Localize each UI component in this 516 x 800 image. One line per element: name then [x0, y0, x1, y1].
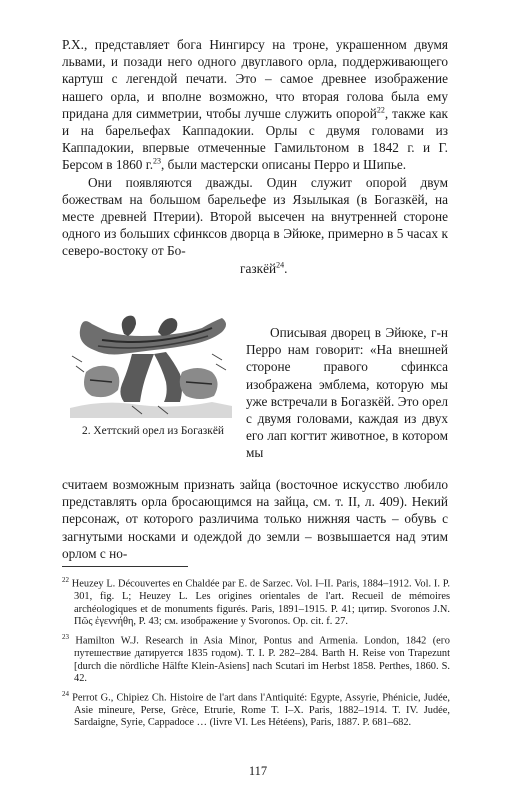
continuation-text — [62, 476, 448, 562]
paragraph-2-end — [62, 260, 448, 277]
footnote-text: Hamilton W.J. Research in Asia Minor, Pontus and Armenia. London, 1842 (его путешествие датируется 1835 годом). T. I. P. 282–284. Barth H. Reise von Trapezunt [durch die nördliche Hälfte Klein-Asiens] nach Scutari im Herbst 1858. Perthes, 1860. S. 42. — [74, 635, 450, 685]
footnote-number: 22 — [62, 576, 69, 584]
paragraph-1-text-a: Р.Х., представляет бога Нингирсу на троне, украшенном двумя львами, и позади него одного двуглавого орла, поддерживающего картуш с легендой печати. Это – самое древнее изображение нашего орла, и вполне возможно, что вторая голова была ему придана для симметрии, чтобы лучше служить опорой — [62, 37, 448, 121]
wrapped-paragraph-text: Описывая дворец в Эйюке, г-н Перро нам говорит: «На внешней стороне правого сфинкса изображена эмблема, которую мы уже встречали в Богазкёй. Это орел с двумя головами, каждая из двух его лап когтит животное, в котором мы — [246, 325, 448, 461]
eagle-relief-image — [62, 310, 240, 422]
figure-caption: 2. Хеттский орел из Богазкёй — [82, 425, 224, 437]
paragraph-1-text-c: , были мастерски описаны Перро и Шипье. — [161, 157, 407, 173]
footnote-22 — [62, 574, 450, 629]
footnote-number: 23 — [62, 632, 69, 641]
footnote-23 — [62, 631, 450, 686]
footnote-24 — [62, 688, 450, 730]
paragraph-2-end-punct: . — [284, 260, 288, 276]
footnote-number: 24 — [62, 689, 69, 698]
paragraph-2-text: Они появляются дважды. Один служит опорой двум божествам на большом барельефе из Язылыкая (в Богазкёй, на месте древней Птерии). Второй высечен на внутренней стороне одного из больших сфинксов дворца в Эйюке, примерно в 5 часах к северо-востоку от Бо- — [62, 174, 448, 259]
paragraph-2-end-text: газкёй — [240, 260, 277, 276]
main-text — [62, 36, 448, 277]
footnote-text: Perrot G., Chipiez Ch. Histoire de l'art dans l'Antiquité: Egypte, Assyrie, Phénicie, Judée, Asie mineure, Perse, Grèce, Etrurie, Rome T. I–X. Paris, 1882–1914. T. IV. Judée, Sardaigne, Syrie, Cappadoce … (livre VI. Les Hétéens), Paris, 1887. P. 681–682. — [72, 692, 450, 729]
wrapped-paragraph — [246, 324, 448, 462]
hittite-eagle-figure — [62, 310, 240, 430]
footnote-ref-23[interactable]: 23 — [153, 157, 162, 166]
continuation-paragraph: считаем возможным признать зайца (восточное искусство любило представлять орла бросающимся на зайца, см. т. II, л. 409). Некий персонаж, от которого различима только нижняя часть – обувь с загнутыми носками и одеждой до земли – возвышается над этим орлом с но- — [62, 477, 448, 561]
footnotes — [62, 574, 450, 732]
paragraph-2 — [62, 174, 448, 260]
wrapped-text — [246, 324, 448, 462]
paragraph-1 — [62, 36, 448, 174]
page-number: 117 — [248, 764, 268, 778]
footnote-ref-24[interactable]: 24 — [276, 260, 285, 270]
footnote-text: Heuzey L. Découvertes en Chaldée par E. de Sarzec. Vol. I–II. Paris, 1884–1912. Vol. I. P. 301, fig. L; Heuzey L. Les origines orientales de l'art. Recueil de mémoires archéologiques et de monuments figurés. Paris, 1891–1915. P. 41; цитир. Svoronos J.N. Πῶς ἐγεννήθη, P. 43; см. изображение у Svoronos. Op. cit. f. 27. — [71, 578, 450, 628]
footnote-ref-22[interactable]: 22 — [376, 105, 385, 115]
paragraph-1-text-b: , также как и на барельефах Каппадокии. Орлы с двумя головами из Каппадокии, впервые отмеченные Гамильтоном в 1842 г. и Г. Берсом в 1860 г. — [62, 105, 449, 173]
footnote-divider — [62, 566, 188, 567]
